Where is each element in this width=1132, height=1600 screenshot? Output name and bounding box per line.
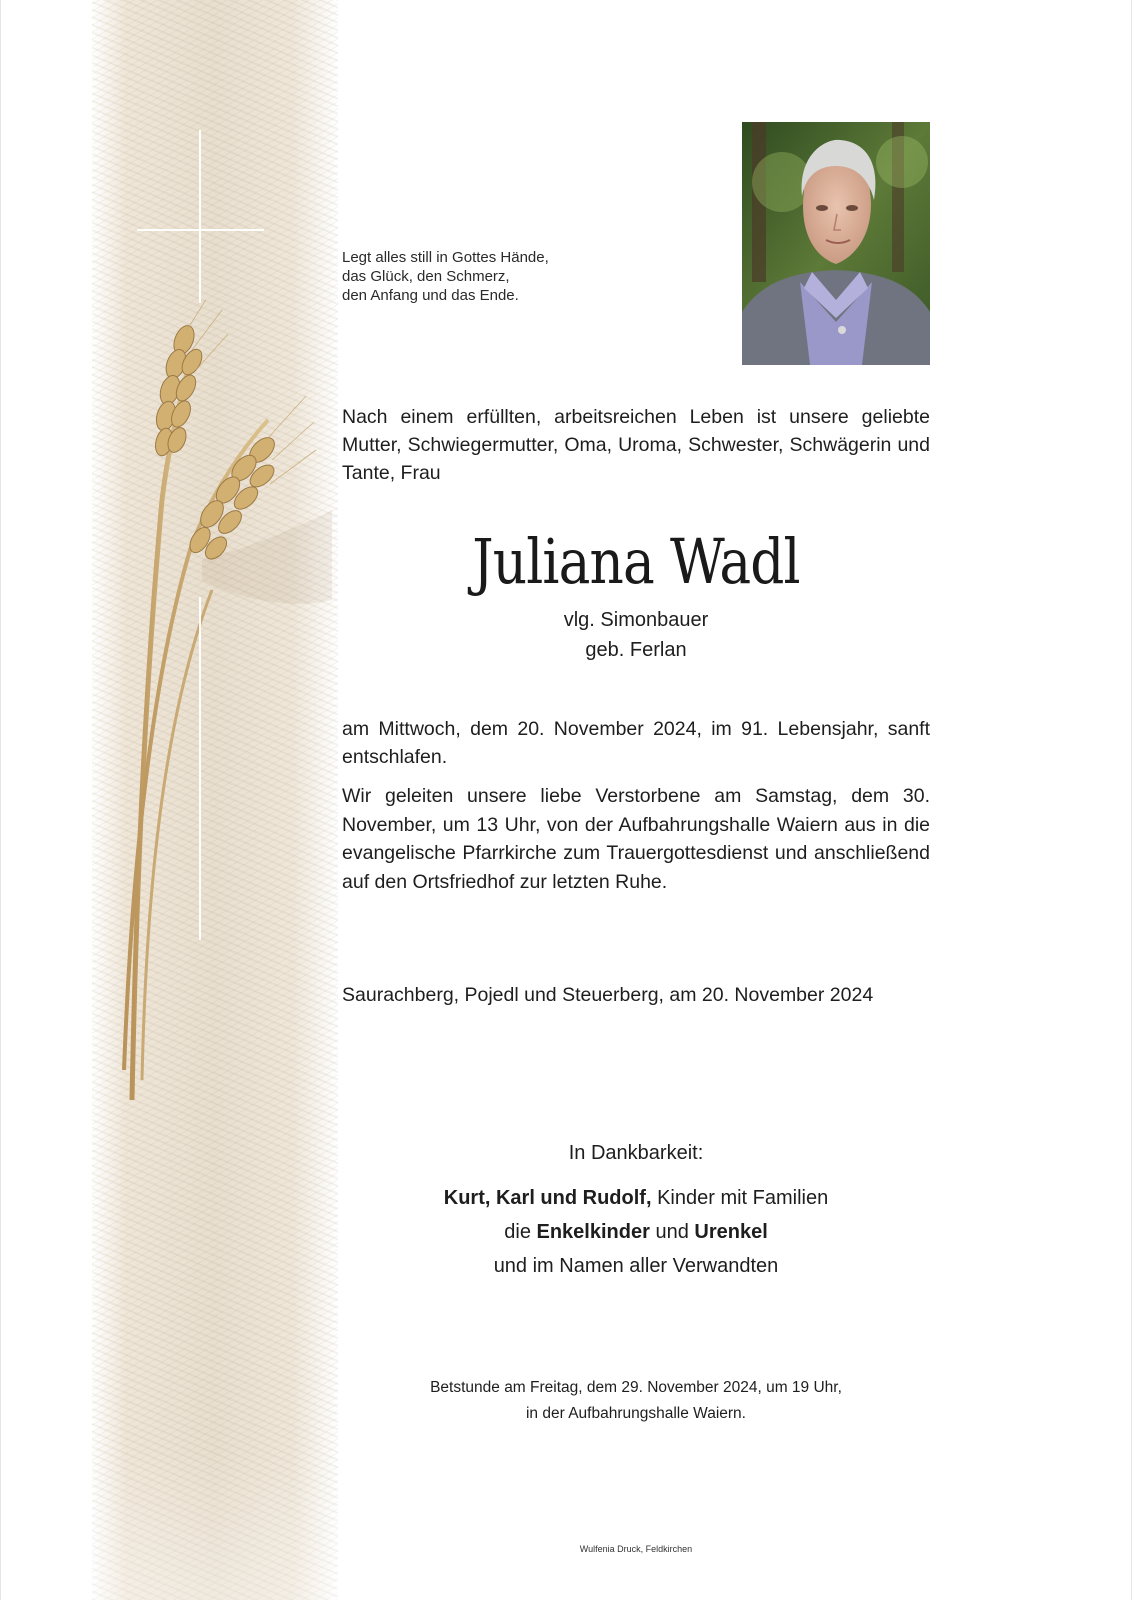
deceased-name: Juliana Wadl — [472, 525, 800, 598]
grandchildren-label: Enkelkinder — [536, 1221, 650, 1243]
death-notice: am Mittwoch, dem 20. November 2024, im 91. Lebensjahr, sanft entschlafen. — [342, 718, 930, 768]
children-suffix: Kinder mit Familien — [651, 1187, 829, 1209]
cross-vertical-bottom — [199, 597, 201, 940]
verse-line: das Glück, den Schmerz, — [342, 268, 510, 285]
verse-line: den Anfang und das Ende. — [342, 287, 519, 304]
intro-text: Nach einem erfüllten, arbeitsreichen Leben ist unsere geliebte Mutter, Schwiegermutter, Oma, Uroma, Schwester, Schwägerin und Tante, Frau — [342, 406, 930, 484]
grandchildren-prefix: die — [504, 1221, 537, 1243]
wheat-ears-decoration — [92, 300, 338, 1120]
stone-strip-fade — [92, 1450, 338, 1600]
vulgo-name: vlg. Simonbauer — [563, 609, 709, 631]
thanks-children — [342, 1184, 930, 1212]
memorial-verse — [342, 248, 549, 305]
funeral-notice: Wir geleiten unsere liebe Verstorbene am Samstag, dem 30. November, um 13 Uhr, von der Aufbahrungshalle Waiern aus in die evangelische Pfarrkirche zum Trauergottesdienst und anschließend auf den Ortsfriedhof zur letzten Ruhe. — [342, 785, 930, 893]
cross-horizontal-bar — [137, 229, 264, 231]
thanks-title: In Dankbarkeit: — [568, 1142, 704, 1164]
grandchildren-conjunction: und — [649, 1221, 695, 1243]
great-grandchildren-label: Urenkel — [694, 1221, 768, 1243]
prayer-notice-line1: Betstunde am Freitag, dem 29. November 2024, um 19 Uhr, — [430, 1379, 842, 1396]
thanks-grandchildren — [342, 1218, 930, 1246]
cross-vertical-top — [199, 130, 201, 303]
thanks-relatives: und im Namen aller Verwandten — [493, 1255, 779, 1277]
children-names: Kurt, Karl und Rudolf, — [443, 1187, 652, 1209]
verse-line: Legt alles still in Gottes Hände, — [342, 249, 549, 266]
printer-credit: Wulfenia Druck, Feldkirchen — [579, 1544, 693, 1554]
portrait-photo — [742, 122, 930, 365]
prayer-notice-line2: in der Aufbahrungshalle Waiern. — [525, 1405, 746, 1422]
birth-name: geb. Ferlan — [585, 639, 687, 661]
place-and-date: Saurachberg, Pojedl und Steuerberg, am 20. November 2024 — [342, 984, 874, 1006]
left-page-edge — [0, 0, 1, 1600]
